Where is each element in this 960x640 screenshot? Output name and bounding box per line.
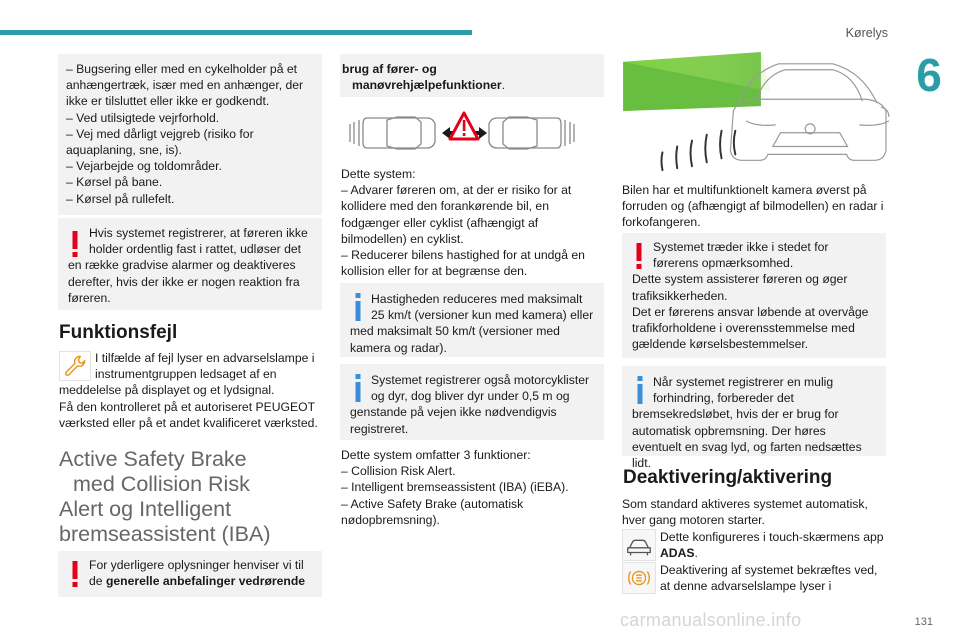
warning-text: Systemet træder ikke i stedet for <box>653 240 829 254</box>
camera-description: Bilen har et multifunktionelt kamera øverst på forruden og (afhængigt af bilmodellen) en radar i forkofangeren. <box>622 183 884 230</box>
fault-text: I tilfælde af fejl lyser en advarselslampe i instrumentgruppen ledsaget af en meddelelse på displayet og et lydsignal. Få den kontrolleret på et autoriseret PEUGEOT værksted eller på et andet kvalificeret værksted. <box>59 351 318 430</box>
info-text: Når systemet registrerer en mulig <box>653 375 834 389</box>
info-text: 25 km/t (versioner kun med kamera) eller <box>371 308 594 323</box>
info-icon <box>353 293 363 321</box>
info-text: med maksimalt 50 km/t (versioner med kamera og radar). <box>350 324 560 355</box>
recommendations-box-continued: brug af fører- og manøvrehjælpefunktioner. <box>340 54 604 97</box>
info-text: og dyr, dog bliver dyr under 0,5 m og <box>371 389 570 404</box>
watermark: carmanualsonline.info <box>620 610 802 630</box>
info-box-speed-reduction <box>340 283 604 357</box>
list-item: – Reducerer bilens hastighed for at undgå en kollision eller for at begrænse den. <box>341 248 585 279</box>
info-text: Systemet registrerer også motorcyklister <box>371 373 590 387</box>
warning-box-steering <box>58 218 322 310</box>
warning-text: holder ordentlig fast i rattet, udløser det <box>89 242 302 257</box>
warning-text: en række gradvise alarmer og deaktiveres derefter, hvis der ikke er nogen reaktion fra føreren. <box>68 258 300 305</box>
functions-list: Dette system omfatter 3 funktioner: – Collision Risk Alert. – Intelligent bremseassistent (IBA) (iEBA). – Active Safety Brake (automatisk nødopbremsning). <box>341 447 603 528</box>
list-item: – Vejarbejde og toldområder. <box>66 159 222 174</box>
list-item: – Active Safety Brake (automatisk nødopbremsning). <box>341 496 524 527</box>
list-item: – Ved utilsigtede vejrforhold. <box>66 110 220 125</box>
list-item: – Vej med dårligt vejgreb (risiko for aquaplaning, sne, is). <box>66 126 254 158</box>
header-accent-bar <box>0 30 472 35</box>
warning-text: Det er førerens ansvar løbende at overvåge trafikforholdene i overensstemmelse med gældende kørselsbestemmelser. <box>632 304 869 352</box>
section-heading-active-safety-brake: Active Safety Brake med Collision Risk Alert og Intelligent bremseassistent (IBA) <box>59 447 271 546</box>
warning-lamp-icon <box>622 562 656 594</box>
info-box-detection <box>340 364 604 440</box>
section-title: Kørelys <box>845 26 888 40</box>
list-item: – Intelligent bremseassistent (IBA) (iEBA). <box>341 480 569 495</box>
warning-text: For yderligere oplysninger henviser vi til <box>89 558 304 572</box>
collision-warning-illustration <box>342 108 582 158</box>
system-description: Dette system: – Advarer føreren om, at der er risiko for at kollidere med den forankørende bil, en fodgænger eller cyklist (afhængigt af bilmodellen) en cyklist. – Reducerer bilens hastighed for at undgå en kollision eller for at begrænse den. <box>341 166 603 279</box>
warning-text: førerens opmærksomhed. <box>653 256 794 271</box>
info-text: Hastigheden reduceres med maksimalt <box>371 292 583 306</box>
warning-text: Dette system assisterer føreren og øger trafiksikkerheden. <box>632 272 848 303</box>
list-item: – Kørsel på bane. <box>66 175 163 190</box>
list-item: – Collision Risk Alert. <box>341 464 456 479</box>
info-text: genstande på vejen ikke nødvendigvis registreret. <box>350 405 557 436</box>
info-icon <box>353 374 363 402</box>
conditions-list-box <box>58 54 322 215</box>
warning-exclamation-icon <box>70 561 80 587</box>
info-box-braking-preparation <box>622 366 886 471</box>
info-icon <box>635 376 645 404</box>
chapter-number: 6 <box>898 44 960 106</box>
info-text: bremsekredsløbet, hvis der er brug for automatisk opbremsning. Der høres eventuelt en svag lyd, og farten nedsættes lidt. <box>632 407 862 471</box>
deactivation-text: Som standard aktiveres systemet automatisk, hver gang motoren starter. <box>622 497 868 528</box>
warning-text: Hvis systemet registrerer, at føreren ikke <box>89 226 308 240</box>
warning-text: de generelle anbefalinger vedrørende <box>89 574 306 589</box>
adas-setting-text: Dette konfigureres i touch-skærmens app ADAS. <box>660 530 884 561</box>
info-text: forhindring, forbereder det <box>653 391 794 406</box>
list-item: – Advarer føreren om, at der er risiko for at kollidere med den forankørende bil, en fodgænger eller cyklist (afhængigt af bilmodellen) en cyklist. <box>341 183 572 246</box>
list-item: – Bugsering eller med en cykelholder på et anhængertræk, især med en anhænger, der ikke er tilsluttet eller ikke er godkendt. <box>66 62 304 109</box>
page-number: 131 <box>914 616 933 628</box>
deactivation-lamp-text: Deaktivering af systemet bekræftes ved, at denne advarselslampe lyser i <box>660 563 878 594</box>
adas-car-icon <box>622 529 656 561</box>
warning-exclamation-icon <box>634 243 644 269</box>
deactivation-heading: Deaktivering/aktivering <box>623 467 833 488</box>
warning-exclamation-icon <box>70 231 80 257</box>
warning-box-driver-attention <box>622 233 886 358</box>
list-item: – Kørsel på rullefelt. <box>66 191 175 206</box>
warning-box-recommendations <box>58 551 322 597</box>
fault-heading: Funktionsfejl <box>59 322 178 343</box>
car-camera-radar-illustration <box>622 52 890 180</box>
